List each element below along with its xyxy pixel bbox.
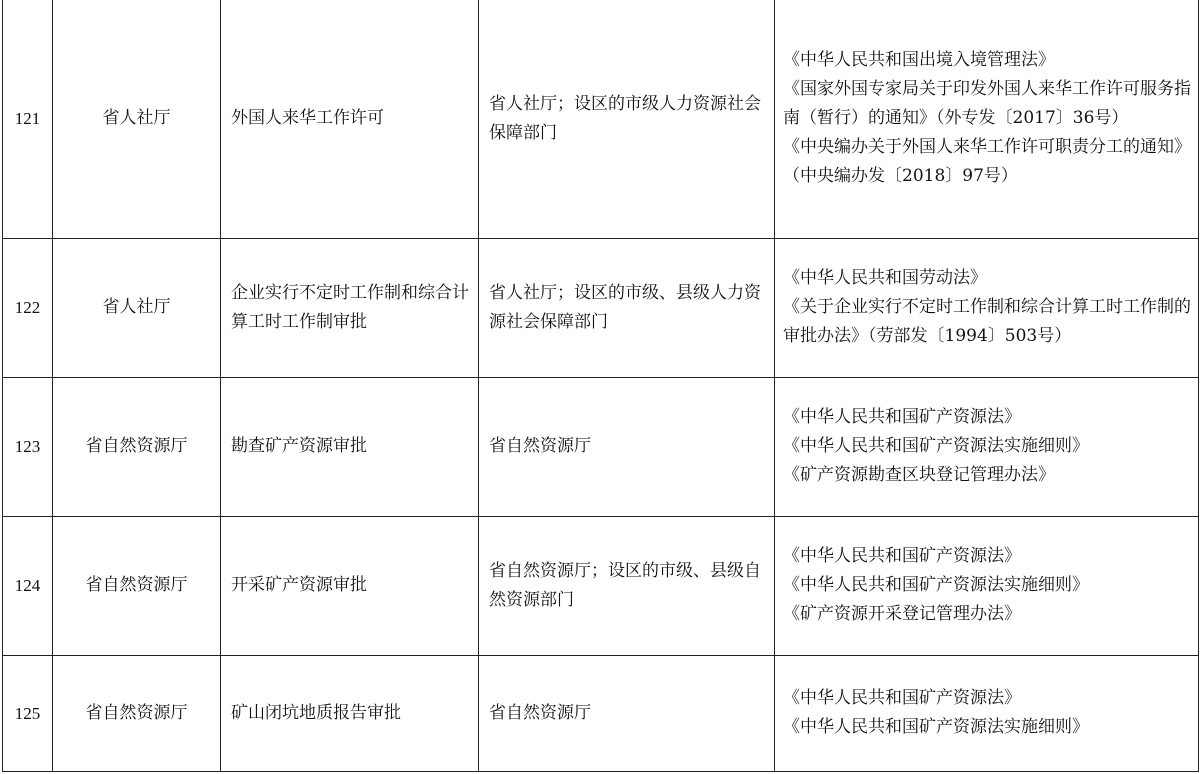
legal-basis — [775, 0, 1199, 238]
legal-basis-line: 《中华人民共和国矿产资源法实施细则》 — [783, 575, 1089, 595]
table-row — [3, 516, 1199, 655]
implementing-agency: 省自然资源厅；设区的市级、县级自然资源部门 — [479, 516, 775, 655]
legal-basis-line: 《矿产资源开采登记管理办法》 — [783, 604, 1021, 624]
department: 省人社厅 — [53, 238, 221, 377]
approval-item: 开采矿产资源审批 — [221, 516, 479, 655]
legal-basis — [775, 377, 1199, 516]
department: 省人社厅 — [53, 0, 221, 238]
legal-basis-line: 《中华人民共和国劳动法》 — [783, 268, 987, 288]
approval-item: 勘查矿产资源审批 — [221, 377, 479, 516]
implementing-agency: 省自然资源厅 — [479, 377, 775, 516]
table-row — [3, 377, 1199, 516]
legal-basis-line: 《中华人民共和国出境入境管理法》 — [783, 50, 1055, 71]
approval-item: 企业实行不定时工作制和综合计算工时工作制审批 — [221, 238, 479, 377]
row-number: 125 — [3, 655, 53, 771]
legal-basis-line: 《中华人民共和国矿产资源法》 — [783, 407, 1021, 427]
department: 省自然资源厅 — [53, 377, 221, 516]
legal-basis-line: 《国家外国专家局关于印发外国人来华工作许可服务指南（暂行）的通知》（外专发〔2017〕36号） — [783, 79, 1191, 129]
table-row — [3, 0, 1199, 238]
approval-item: 矿山闭坑地质报告审批 — [221, 655, 479, 771]
row-number: 123 — [3, 377, 53, 516]
row-number: 122 — [3, 238, 53, 377]
row-number: 121 — [3, 0, 53, 238]
implementing-agency: 省自然资源厅 — [479, 655, 775, 771]
legal-basis-line: 《中华人民共和国矿产资源法》 — [783, 546, 1021, 566]
legal-basis-line: 《中华人民共和国矿产资源法实施细则》 — [783, 436, 1089, 456]
table-row — [3, 238, 1199, 377]
legal-basis — [775, 655, 1199, 771]
implementing-agency: 省人社厅；设区的市级人力资源社会保障部门 — [479, 0, 775, 238]
department: 省自然资源厅 — [53, 655, 221, 771]
legal-basis-line: 《中央编办关于外国人来华工作许可职责分工的通知》（中央编办发〔2018〕97号） — [783, 137, 1191, 187]
department: 省自然资源厅 — [53, 516, 221, 655]
legal-basis-line: 《矿产资源勘查区块登记管理办法》 — [783, 465, 1055, 485]
approval-items-table — [2, 0, 1199, 772]
legal-basis-line: 《关于企业实行不定时工作制和综合计算工时工作制的审批办法》（劳部发〔1994〕503号） — [783, 297, 1191, 346]
row-number: 124 — [3, 516, 53, 655]
legal-basis — [775, 238, 1199, 377]
legal-basis — [775, 516, 1199, 655]
table-row — [3, 655, 1199, 771]
implementing-agency: 省人社厅；设区的市级、县级人力资源社会保障部门 — [479, 238, 775, 377]
legal-basis-line: 《中华人民共和国矿产资源法》 — [783, 688, 1021, 708]
legal-basis-line: 《中华人民共和国矿产资源法实施细则》 — [783, 717, 1089, 737]
approval-item: 外国人来华工作许可 — [221, 0, 479, 238]
